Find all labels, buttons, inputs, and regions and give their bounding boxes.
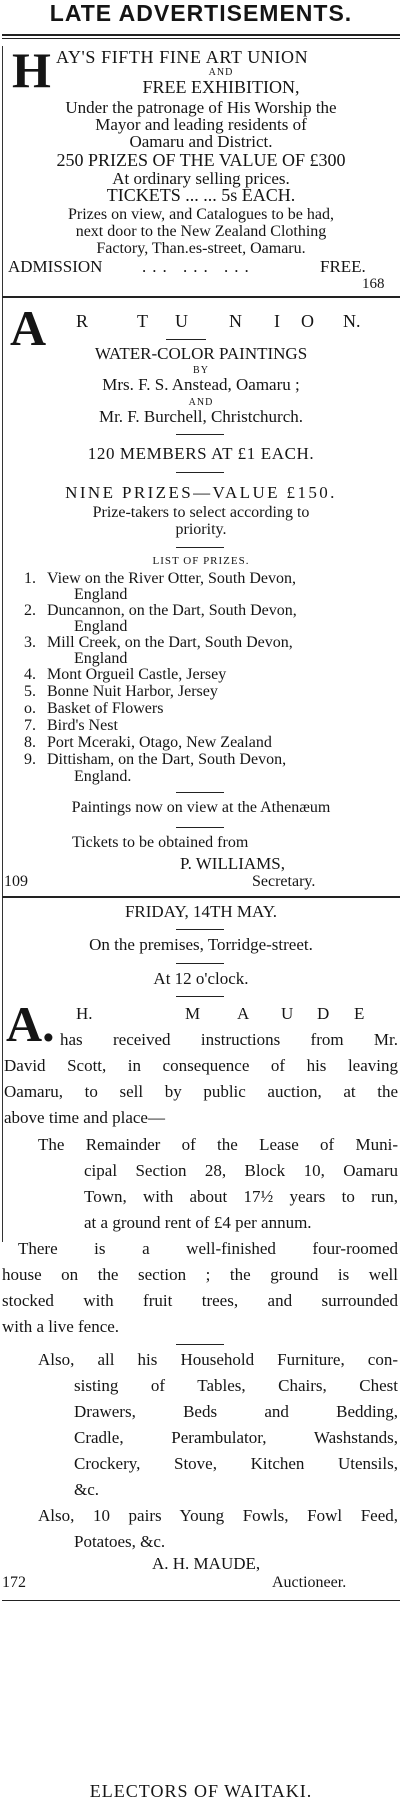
- and-label: AND: [208, 67, 234, 78]
- body-line: Oamaru, to sell by public auction, at the: [4, 1082, 398, 1101]
- premises-line: On the premises, Torridge-street.: [89, 935, 313, 954]
- auction-date: FRIDAY, 14TH MAY.: [124, 902, 278, 921]
- prize-number: 5.: [24, 683, 36, 700]
- prize-line: Bonne Nuit Harbor, Jersey: [47, 683, 218, 700]
- ad-title-line: AY'S FIFTH FINE ART UNION: [56, 47, 309, 67]
- ad-divider: [2, 1600, 400, 1601]
- prize-line: Dittisham, on the Dart, South Devon,: [47, 751, 287, 768]
- prize-line: England: [74, 586, 128, 603]
- catalogue-line: next door to the New Zealand Clothing: [75, 223, 327, 240]
- title-letter: N: [229, 311, 242, 331]
- prize-number: 9.: [24, 751, 36, 768]
- prize-number: 3.: [24, 634, 36, 651]
- title-letter: T: [137, 311, 148, 331]
- name-letter: M: [185, 1004, 201, 1023]
- ad-ref-number: 168: [362, 276, 385, 292]
- patronage-line: Mayor and leading residents of: [95, 115, 307, 134]
- prizes-value-line: NINE PRIZES—VALUE £150.: [65, 483, 337, 502]
- list-title: LIST OF PRIZES.: [152, 555, 250, 567]
- electors-header: ELECTORS OF WAITAKI.: [89, 1781, 313, 1801]
- drop-cap: H: [12, 42, 51, 98]
- ad-ref-number: 109: [4, 873, 28, 890]
- title-letter: R: [76, 311, 89, 331]
- prize-takers-line: Prize-takers to select according to: [92, 504, 310, 521]
- agent-title: Secretary.: [252, 873, 316, 890]
- divider-short: [176, 792, 224, 793]
- house-line: stocked with fruit trees, and surrounded: [2, 1291, 398, 1310]
- patronage-line: Under the patronage of His Worship the: [65, 98, 337, 117]
- lease-line: Town, with about 17½ years to run,: [84, 1187, 398, 1206]
- admission-label: ADMISSION: [8, 257, 103, 276]
- on-view-line: Paintings now on view at the Athenæum: [71, 799, 331, 816]
- ad-divider: [2, 296, 400, 298]
- title-underline: [166, 339, 206, 340]
- ad-subtitle: FREE EXHIBITION,: [142, 77, 300, 97]
- prize-line: Duncannon, on the Dart, South Devon,: [47, 602, 297, 619]
- divider-short: [176, 434, 224, 435]
- lease-line: The Remainder of the Lease of Muni-: [38, 1135, 398, 1154]
- furniture-line: Also, all his Household Furniture, con-: [38, 1350, 398, 1369]
- prize-line: View on the River Otter, South Devon,: [47, 570, 297, 587]
- auctioneer-title: Auctioneer.: [272, 1574, 347, 1591]
- divider-short: [176, 1344, 224, 1345]
- ad-ref-number: 172: [2, 1574, 26, 1591]
- artist-line: Mrs. F. S. Anstead, Oamaru ;: [102, 375, 300, 394]
- furniture-line: Cradle, Perambulator, Washstands,: [74, 1428, 398, 1447]
- furniture-line: Drawers, Beds and Bedding,: [74, 1402, 398, 1421]
- tickets-line: TICKETS ... ... 5s EACH.: [106, 185, 296, 205]
- admission-value: FREE.: [320, 257, 366, 276]
- name-letter: H.: [76, 1004, 93, 1023]
- name-letter: D: [317, 1004, 330, 1023]
- lease-line: at a ground rent of £4 per annum.: [84, 1213, 312, 1232]
- catalogue-line: Prizes on view, and Catalogues to be had,: [67, 206, 334, 223]
- furniture-line: sisting of Tables, Chairs, Chest: [74, 1376, 398, 1395]
- body-line: above time and place—: [4, 1108, 165, 1127]
- divider-short: [176, 472, 224, 473]
- house-line: There is a well-finished four-roomed: [18, 1239, 398, 1258]
- prizes-value-line: 250 PRIZES OF THE VALUE OF £300: [56, 150, 346, 170]
- furniture-line: &c.: [74, 1480, 100, 1499]
- furniture-line: Crockery, Stove, Kitchen Utensils,: [74, 1454, 398, 1473]
- prize-number: 2.: [24, 602, 36, 619]
- artist-line: Mr. F. Burchell, Christchurch.: [98, 407, 304, 426]
- section-header: LATE ADVERTISEMENTS.: [49, 0, 353, 26]
- prize-takers-line: priority.: [175, 521, 227, 538]
- prize-number: 7.: [24, 717, 36, 734]
- time-line: At 12 o'clock.: [153, 969, 249, 988]
- divider-short: [176, 547, 224, 548]
- prize-number: 4.: [24, 666, 36, 683]
- title-letter: N.: [343, 311, 361, 331]
- and-label: AND: [188, 397, 214, 408]
- divider-short: [176, 996, 224, 997]
- prize-line: Bird's Nest: [47, 717, 118, 734]
- house-line: with a live fence.: [2, 1317, 120, 1336]
- name-letter: U: [281, 1004, 294, 1023]
- divider-short: [176, 963, 224, 964]
- prize-number: o.: [24, 700, 36, 717]
- drop-cap: A.: [6, 996, 55, 1052]
- prize-line: Port Mceraki, Otago, New Zealand: [47, 734, 272, 751]
- header-rule: [2, 34, 400, 36]
- lease-line: cipal Section 28, Block 10, Oamaru: [84, 1161, 398, 1180]
- tickets-from-line: Tickets to be obtained from: [72, 834, 249, 851]
- catalogue-line: Factory, Than.es-street, Oamaru.: [96, 240, 306, 257]
- name-letter: A: [237, 1004, 250, 1023]
- fowls-line: Potatoes, &c.: [74, 1532, 166, 1551]
- divider-short: [176, 827, 224, 828]
- ad-divider: [2, 896, 400, 898]
- ad-subtitle: WATER-COLOR PAINTINGS: [94, 344, 308, 363]
- drop-cap: A: [10, 300, 47, 356]
- name-letter: E: [354, 1004, 365, 1023]
- house-line: house on the section ; the ground is well: [2, 1265, 398, 1284]
- prize-line: Basket of Flowers: [47, 700, 164, 717]
- title-letter: I: [274, 311, 280, 331]
- members-line: 120 MEMBERS AT £1 EACH.: [87, 444, 315, 463]
- by-label: BY: [193, 365, 209, 376]
- title-letter: O: [301, 311, 314, 331]
- admission-dots: ... ... ...: [142, 257, 255, 276]
- fowls-line: Also, 10 pairs Young Fowls, Fowl Feed,: [38, 1506, 398, 1525]
- body-line: David Scott, in consequence of his leaving: [4, 1056, 398, 1075]
- title-letter: U: [175, 311, 188, 331]
- prize-line: England.: [74, 768, 132, 785]
- prize-line: England: [74, 650, 128, 667]
- prize-line: Mill Creek, on the Dart, South Devon,: [47, 634, 293, 651]
- selling-prices-line: At ordinary selling prices.: [112, 169, 290, 188]
- body-line: has received instructions from Mr.: [60, 1030, 398, 1049]
- prize-line: England: [74, 618, 128, 635]
- prize-line: Mont Orgueil Castle, Jersey: [47, 666, 227, 683]
- prize-number: 1.: [24, 570, 36, 587]
- auctioneer-name: A. H. MAUDE,: [152, 1554, 261, 1573]
- prize-number: 8.: [24, 734, 36, 751]
- divider-short: [176, 929, 224, 930]
- header-rule-thin: [2, 38, 400, 39]
- agent-name: P. WILLIAMS,: [180, 854, 285, 873]
- patronage-line: Oamaru and District.: [129, 132, 273, 151]
